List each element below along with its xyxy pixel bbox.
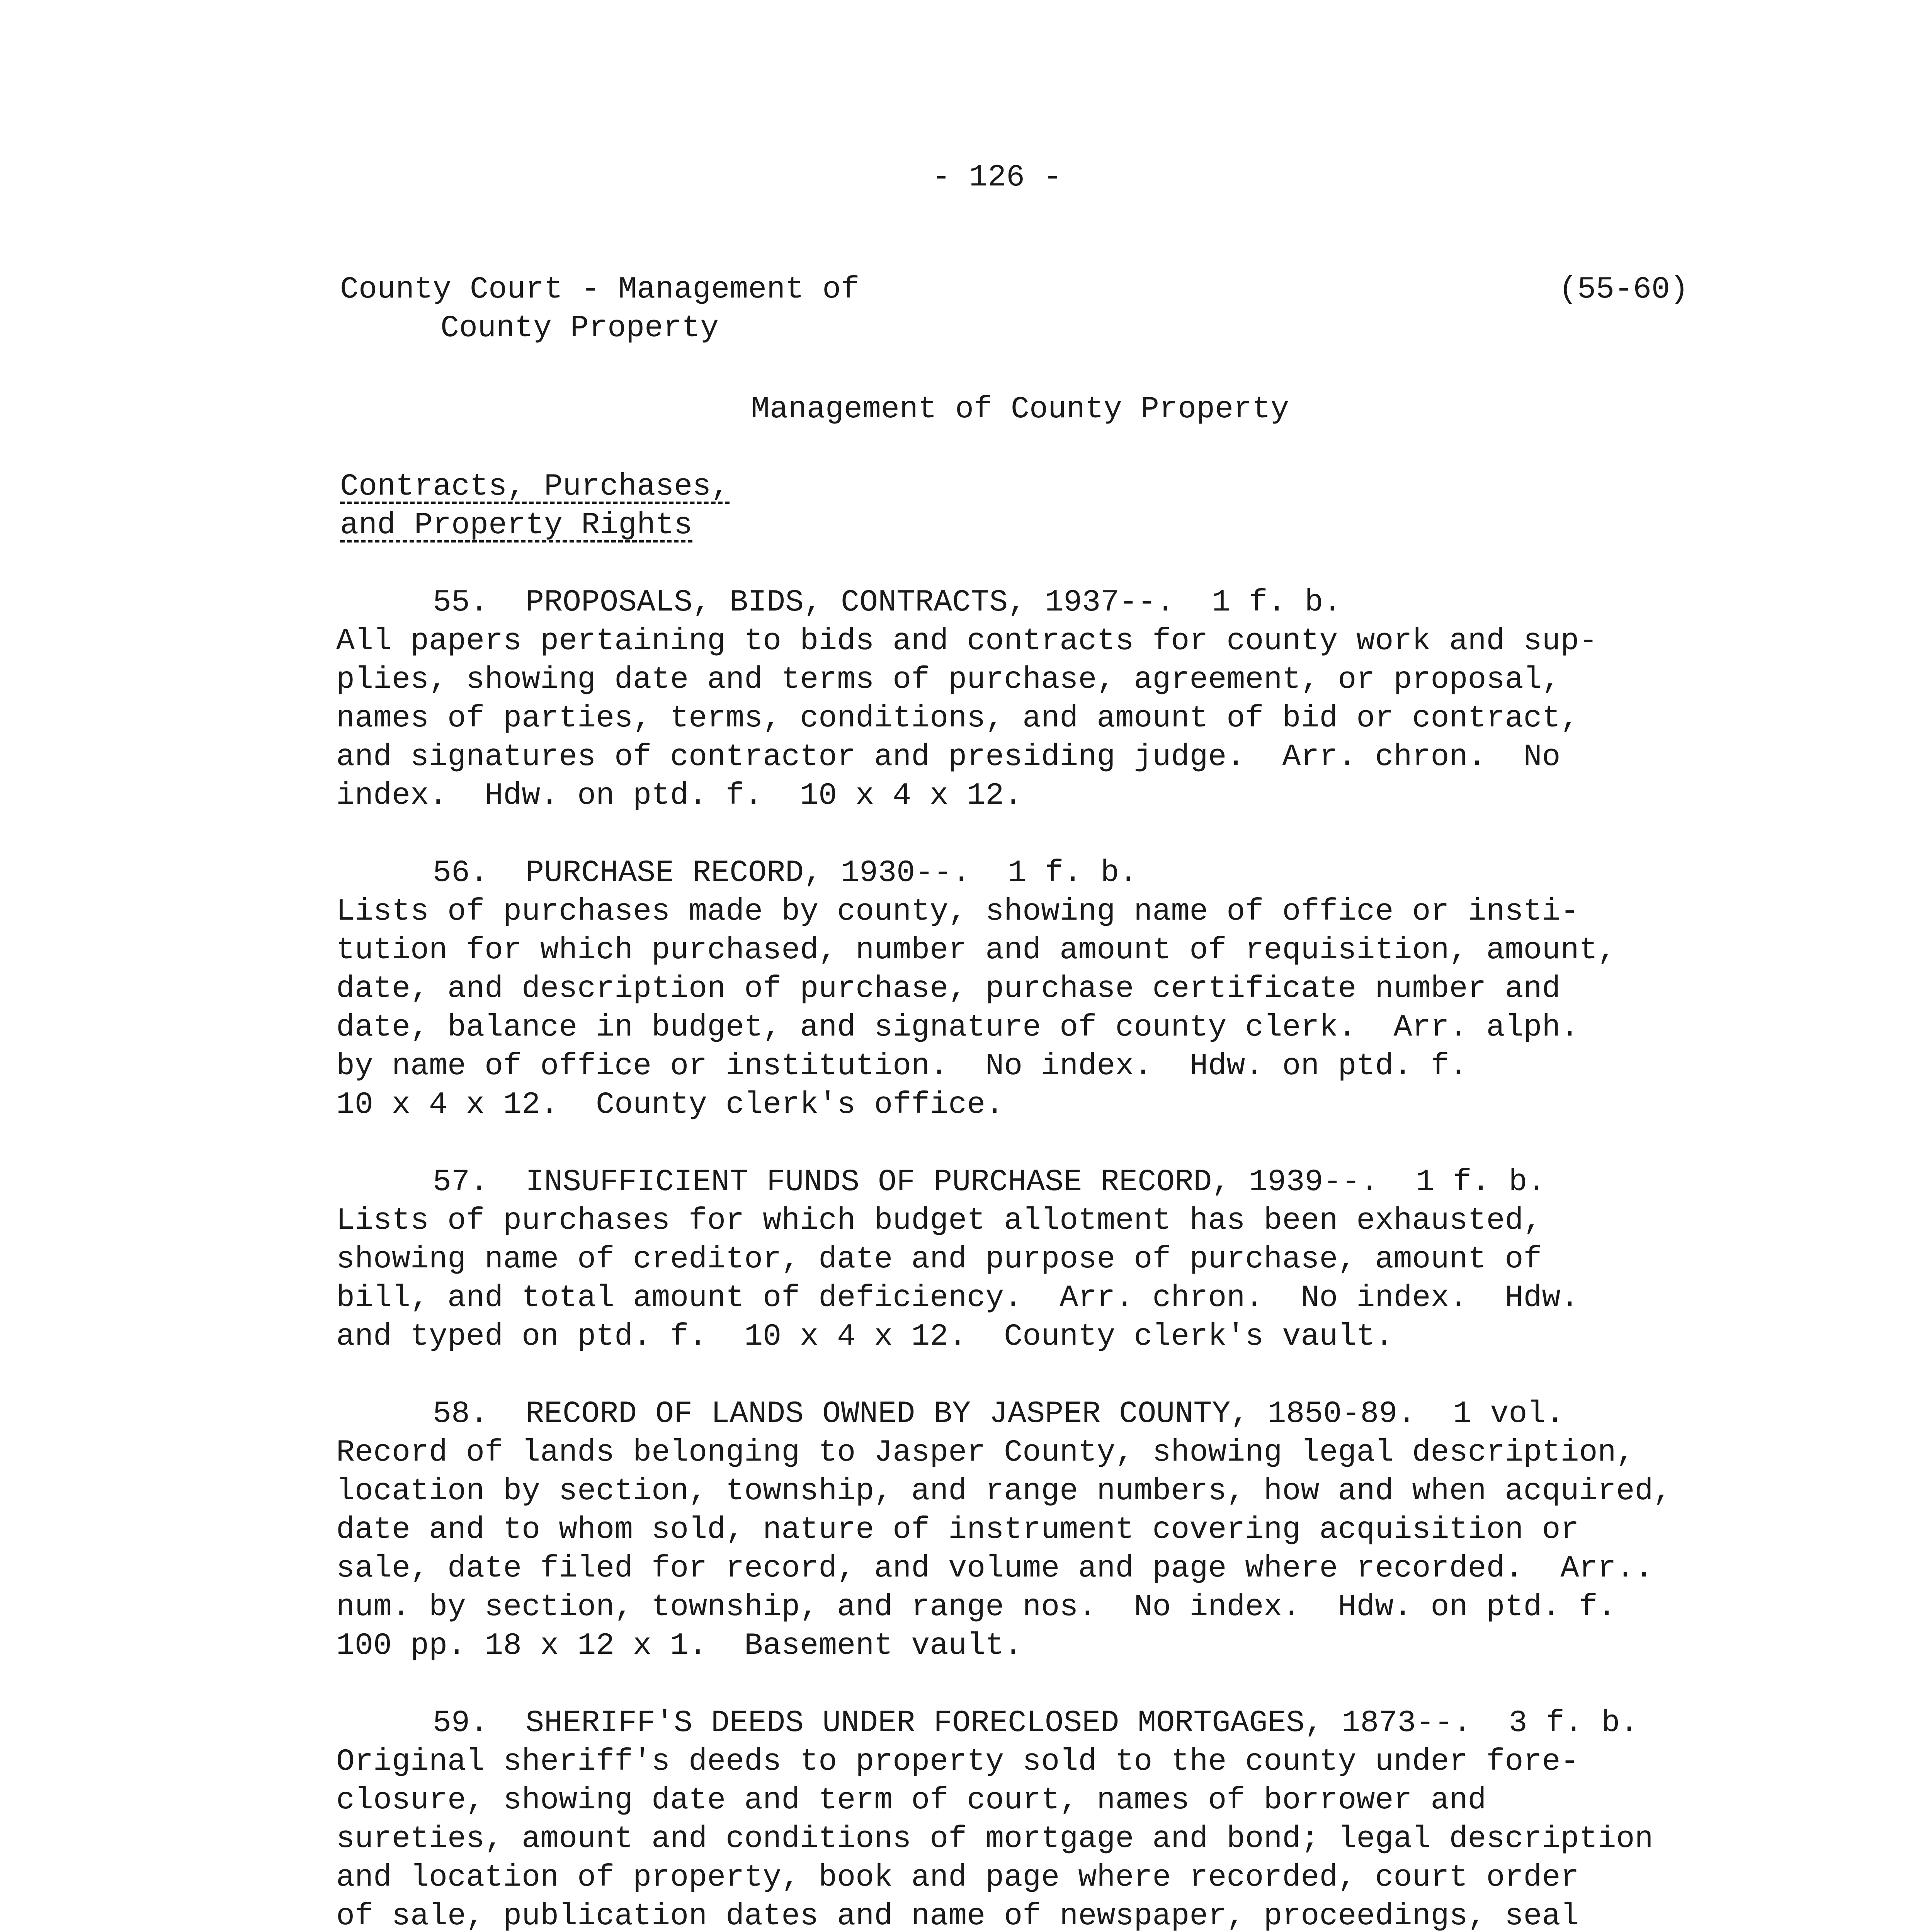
entry-description-line: date and to whom sold, nature of instrument covering acquisition or bbox=[336, 1512, 1579, 1548]
running-head-line-1: County Court - Management of bbox=[340, 272, 860, 307]
entry bbox=[336, 1163, 1843, 1356]
entry-description-line: index. Hdw. on ptd. f. 10 x 4 x 12. bbox=[336, 778, 1023, 813]
subsection-heading-line-2: and Property Rights bbox=[340, 508, 693, 543]
entry-description-line: 100 pp. 18 x 12 x 1. Basement vault. bbox=[336, 1628, 1023, 1663]
entry-description-line: names of parties, terms, conditions, and amount of bid or contract, bbox=[336, 701, 1579, 736]
entry-description-line: and typed on ptd. f. 10 x 4 x 12. County clerk's vault. bbox=[336, 1319, 1394, 1354]
entry-heading: 59. SHERIFF'S DEEDS UNDER FORECLOSED MORTGAGES, 1873--. 3 f. b. bbox=[433, 1706, 1639, 1741]
entry-description-line: sureties, amount and conditions of mortgage and bond; legal description bbox=[336, 1821, 1653, 1857]
entry-description-line: and location of property, book and page where recorded, court order bbox=[336, 1860, 1579, 1895]
entry-description-line: Lists of purchases for which budget allotment has been exhausted, bbox=[336, 1203, 1542, 1238]
entry-description-line: of sale, publication dates and name of newspaper, proceedings, seal bbox=[336, 1899, 1579, 1932]
entry-description-line: location by section, township, and range numbers, how and when acquired, bbox=[336, 1474, 1672, 1509]
entry-description-line: 10 x 4 x 12. County clerk's office. bbox=[336, 1087, 1004, 1122]
entry-description-line: num. by section, township, and range nos. No index. Hdw. on ptd. f. bbox=[336, 1590, 1616, 1625]
entry-description-line: tution for which purchased, number and amount of requisition, amount, bbox=[336, 933, 1616, 968]
entry-description-line: closure, showing date and term of court, names of borrower and bbox=[336, 1783, 1486, 1818]
entry bbox=[336, 854, 1843, 1124]
entry bbox=[336, 1704, 1843, 1932]
running-head bbox=[340, 270, 859, 348]
entries-list bbox=[336, 583, 1843, 1932]
running-head-line-2: County Property bbox=[440, 311, 719, 346]
entry-description-line: by name of office or institution. No index. Hdw. on ptd. f. bbox=[336, 1049, 1468, 1084]
entry-description-line: date, and description of purchase, purchase certificate number and bbox=[336, 971, 1561, 1007]
entry-description-line: plies, showing date and terms of purchase, agreement, or proposal, bbox=[336, 662, 1561, 697]
subsection-heading-line-1: Contracts, Purchases, bbox=[340, 469, 730, 504]
entry-description-line: showing name of creditor, date and purpose of purchase, amount of bbox=[336, 1242, 1542, 1277]
section-title: Management of County Property bbox=[751, 392, 1289, 427]
entry-heading: 58. RECORD OF LANDS OWNED BY JASPER COUNTY, 1850-89. 1 vol. bbox=[433, 1396, 1565, 1432]
entry-description-line: and signatures of contractor and presiding judge. Arr. chron. No bbox=[336, 740, 1561, 775]
entry-range: (55-60) bbox=[1558, 272, 1689, 307]
entry-heading: 56. PURCHASE RECORD, 1930--. 1 f. b. bbox=[433, 855, 1138, 891]
entry-description-line: sale, date filed for record, and volume and page where recorded. Arr.. bbox=[336, 1551, 1653, 1586]
entry-description-line: Lists of purchases made by county, showing name of office or insti- bbox=[336, 894, 1579, 929]
page-number: - 126 - bbox=[932, 160, 1062, 195]
entry-heading: 55. PROPOSALS, BIDS, CONTRACTS, 1937--. 1 f. b. bbox=[433, 585, 1342, 620]
entry-description-line: bill, and total amount of deficiency. Arr. chron. No index. Hdw. bbox=[336, 1281, 1579, 1316]
entry-description-line: Record of lands belonging to Jasper County, showing legal description, bbox=[336, 1435, 1635, 1470]
entry bbox=[336, 583, 1843, 815]
entry-description-line: date, balance in budget, and signature of county clerk. Arr. alph. bbox=[336, 1010, 1579, 1045]
entry-description-line: Original sheriff's deeds to property sold to the county under fore- bbox=[336, 1744, 1579, 1779]
entry bbox=[336, 1395, 1843, 1665]
entry-heading: 57. INSUFFICIENT FUNDS OF PURCHASE RECORD, 1939--. 1 f. b. bbox=[433, 1165, 1546, 1200]
subsection-heading bbox=[340, 468, 730, 545]
entry-description-line: All papers pertaining to bids and contracts for county work and sup- bbox=[336, 624, 1598, 659]
